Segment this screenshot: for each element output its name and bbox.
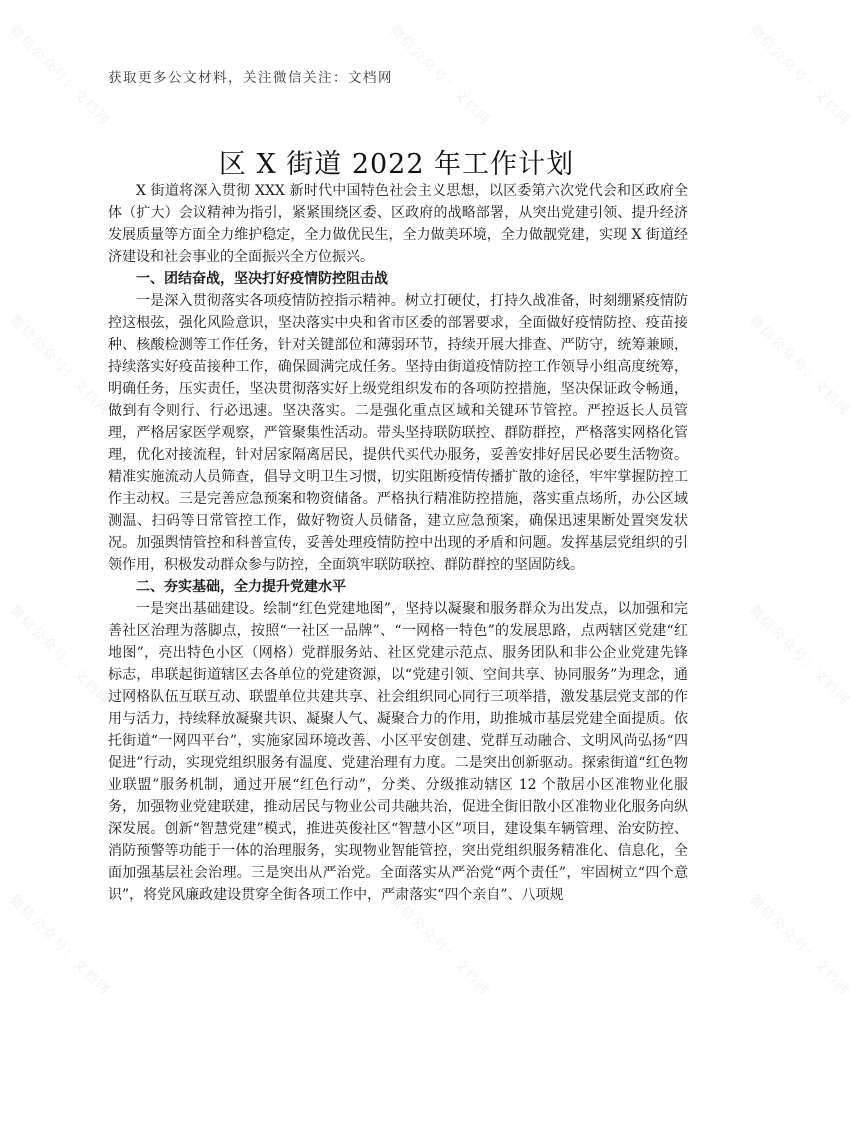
watermark-mark: 微信公众号：文档网 xyxy=(386,22,493,129)
watermark-mark: 微信公众号：文档网 xyxy=(386,312,493,419)
watermark-mark: 微信公众号：文档网 xyxy=(746,602,853,709)
watermark-mark: 微信公众号：文档网 xyxy=(386,892,493,999)
watermark-mark: 微信公众号：文档网 xyxy=(386,602,493,709)
watermark-mark: 微信公众号：文档网 xyxy=(6,602,113,709)
intro-paragraph: X 街道将深入贯彻 XXX 新时代中国特色社会主义思想，以区委第六次党代会和区政府全体（扩大）会议精神为指引，紧紧围绕区委、区政府的战略部署，从突出党建引领、提升经济发展质量等方面全力维护稳定，全力做优民生，全力做美环境，全力做靓党建，实现 X 街道经济建设和社会事业的全面振兴全方位振兴。 xyxy=(108,183,688,265)
watermark-mark: 微信公众号：文档网 xyxy=(6,312,113,419)
header-note: 获取更多公文材料，关注微信关注：文档网 xyxy=(108,70,393,86)
document-title: 区 X 街道 2022 年工作计划 xyxy=(218,149,575,180)
section-1-heading: 一、团结奋战，坚决打好疫情防控阻击战 xyxy=(136,271,388,287)
section-1-paragraph: 一是深入贯彻落实各项疫情防控指示精神。树立打硬仗，打持久战准备，时刻绷紧疫情防控这根弦，强化风险意识，坚决落实中央和省市区委的部署要求，全面做好疫情防控、疫苗接种、核酸检测等工作任务，针对关键部位和薄弱环节，持续开展大排查、严防守，统筹兼顾，持续落实好疫苗接种工作，确保圆满完成任务。坚持由街道疫情防控工作领导小组高度统筹，明确任务，压实责任，坚决贯彻落实好上级党组织发布的各项防控措施，坚决保证政令畅通，做到有令则行、行必迅速。坚决落实。二是强化重点区域和关键环节管控。严控返长人员管理，严格居家医学观察，严管聚集性活动。带头坚持联防联控、群防群控，严格落实网格化管理，优化对接流程，针对居家隔离居民，提供代买代办服务，妥善安排好居民必要生活物资。精准实施流动人员筛查，倡导文明卫生习惯，切实阻断疫情传播扩散的途径，牢牢掌握防控工作主动权。三是完善应急预案和物资储备。严格执行精准防控措施，落实重点场所，办公区域测温、扫码等日常管控工作，做好物资人员储备，建立应急预案，确保迅速果断处置突发状况。加强舆情管控和科普宣传，妥善处理疫情防控中出现的矛盾和问题。发挥基层党组织的引领作用，积极发动群众参与防控，全面筑牢联防联控、群防群控的坚固防线。 xyxy=(108,293,688,573)
section-2-heading: 二、夯实基础，全力提升党建水平 xyxy=(136,579,346,595)
watermark-mark: 微信公众号：文档网 xyxy=(6,892,113,999)
watermark-mark: 微信公众号：文档网 xyxy=(6,22,113,129)
section-2-paragraph: 一是突出基础建设。绘制“红色党建地图”，坚持以凝聚和服务群众为出发点，以加强和完善社区治理为落脚点，按照“一社区一品牌”、“一网格一特色”的发展思路，点两辖区党建“红地图”，亮出特色小区（网格）党群服务站、社区党建示范点、服务团队和非公企业党建先锋标志，串联起街道辖区去各单位的党建资源，以“党建引领、空间共享、协同服务”为理念，通过网格队伍互联互动、联盟单位共建共享、社会组织同心同行三项举措，激发基层党支部的作用与活力，持续释放凝聚共识、凝聚人气、凝聚合力的作用，助推城市基层党建全面提质。依托街道“一网四平台”，实施家园环境改善、小区平安创建、党群互动融合、文明风尚弘扬“四促进”行动，实现党组织服务有温度、党建治理有力度。二是突出创新驱动。探索街道“红色物业联盟”服务机制，通过开展“红色行动”，分类、分级推动辖区 12 个散居小区准物业化服务，加强物业党建联建，推动居民与物业公司共融共治，促进全街旧散小区准物业化服务向纵深发展。创新“智慧党建”模式，推进英俊社区“智慧小区”项目，建设集车辆管理、治安防控、消防预警等功能于一体的治理服务，实现物业智能管控，突出党组织服务精准化、信息化，全面加强基层社会治理。三是突出从严治党。全面落实从严治党“两个责任”，牢固树立“四个意识”，将党风廉政建设贯穿全街各项工作中，严肃落实“四个亲自”、八项规 xyxy=(108,601,688,903)
watermark-mark: 微信公众号：文档网 xyxy=(746,892,853,999)
watermark-mark: 微信公众号：文档网 xyxy=(746,312,853,419)
document-body xyxy=(108,180,688,906)
watermark-mark: 微信公众号：文档网 xyxy=(746,22,853,129)
